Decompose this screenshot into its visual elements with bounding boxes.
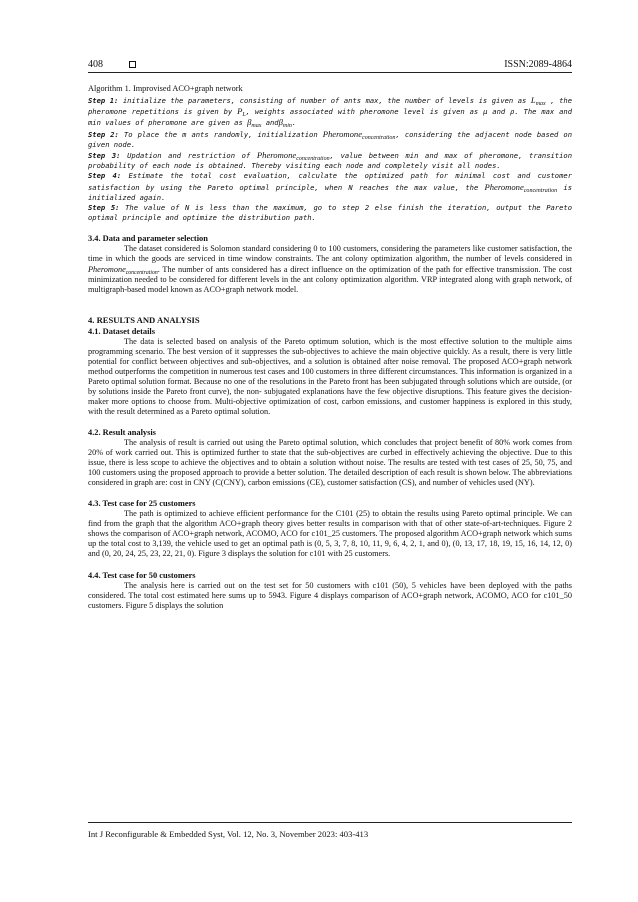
algorithm-step-2: Step 2: To place the m ants randomly, initialization Pheromone$_{concentration}$, considering the adjacent node based on given node. — [88, 128, 572, 149]
footer-rule — [88, 822, 572, 823]
algorithm-title: Algorithm 1. Improvised ACO+graph network — [88, 84, 243, 93]
page-footer: Int J Reconfigurable & Embedded Syst, Vol. 12, No. 3, November 2023: 403-413 — [88, 829, 369, 839]
algorithm-step-3: Step 3: Updation and restriction of Pheromone$_{concentration}$, value between min and max of pheromone, transition probability of each node is obtained. Thereby visiting each node and completely visit all nodes. — [88, 150, 573, 171]
paragraph-4-1: The data is selected based on analysis of the Pareto optimum solution, which is the most effective solution to the multiple aims programming scenario. The best version of it suppresses the sub-objectives to achieve the main objective quickly. As a result, there is very little potential for conflict between objectives and sub-objectives, and a solution is obtained after noise removal. The proposed ACO+graph network method outperforms the competition in numerous test cases and 100 customers in three different circumstances. This information is organized in a Pareto optimal solution format. Because no one of the resolutions in the Pareto front has been subjugated through solutions which are outside, (or by solutions inside the Pareto front curve), the non- subjugated explanations have the few objective disruptions. This feature gives the decision-maker more options to choose from. Multi-objective optimization of cost, carbon emissions, and customer happiness is explored in this study, with the result determined as a Pareto optimal solution. — [88, 336, 572, 416]
main-content — [88, 84, 572, 611]
section-heading-4-4: 4.4. Test case for 50 customers — [88, 570, 196, 580]
section-heading-4-2: 4.2. Result analysis — [88, 428, 156, 438]
paragraph-4-3: The path is optimized to achieve efficient performance for the C101 (25) to obtain the results using Pareto optimal principle. We can find from the graph that the algorithm ACO+graph theory gives better results in comparison with that of other state-of-art-techniques. Figure 2 shows the comparison of ACO+graph network, ACOMO, ACO for c101_25 customers. The proposed algorithm ACO+graph network which sums up the total cost to 3,139, the vehicle used to get an optimal path is (0, 5, 3, 7, 8, 10, 11, 9, 6, 4, 2, 1, and 0), (0, 13, 17, 18, 19, 15, 16, 14, 12, 0) and (0, 20, 24, 25, 23, 22, 21, 0). Figure 3 displays the solution for c101 with 25 customers. — [88, 509, 572, 559]
page-header — [88, 57, 572, 71]
issn: ISSN:2089-4864 — [504, 58, 572, 70]
section-heading-4: 4. RESULTS AND ANALYSIS — [88, 314, 200, 325]
section-heading-3-4: 3.4. Data and parameter selection — [88, 234, 208, 244]
algorithm-step-1: Step 1: initialize the parameters, consisting of number of ants max, the number of levels is given as $L_{max}$ , the pheromone repetitions is given by $P_L$, weights associated with pheromone level is given as μ and ρ. The max and min values of pheromone are given as $\beta_{max}$ andβ$_{min}$. — [88, 95, 573, 130]
page-number: 408 — [88, 58, 103, 70]
paragraph-4-2: The analysis of result is carried out using the Pareto optimal solution, which concludes that project benefit of 80% work comes from 20% of work carried out. This is optimized further to state that the sub-objectives are curbed in effectively achieving the objective. Due to this issue, there is less scope to achieve the objectives and to obtain a solution without noise. The results are tested with test cases of 25, 50, 75, and 100 customers using the proposed approach to provide a better solution. The detailed description of each result is shown below. The abbreviations considered in graph are: cost in CNY (C(CNY), carbon emissions (CE), customer satisfaction (CS), and number of vehicles used (NY). — [88, 438, 572, 488]
section-heading-4-1: 4.1. Dataset details — [88, 326, 155, 336]
checkbox-square-icon — [129, 61, 136, 68]
section-heading-4-3: 4.3. Test case for 25 customers — [88, 499, 196, 509]
algorithm-block — [88, 95, 572, 223]
header-rule — [88, 72, 572, 73]
paragraph-3-4: The dataset considered is Solomon standard considering 0 to 100 customers, considering the parameters like customer satisfaction, the time in which the goods are serviced in time window constraints. The ant colony optimization algorithm, the number of levels considered in Pheromone$_{concentration}$. The number of ants considered has a direct influence on the optimization of the path for effective transmission. The cost minimization needed to be considered for different levels in the ant colony optimization algorithm. VRP integrated along with graph network, of multigraph-based model known as ACO+graph network model. — [88, 244, 572, 294]
algorithm-step-4: Step 4: Estimate the total cost evaluation, calculate the optimized path for minimal cost and customer satisfaction by using the Pareto optimal principle, when N reaches the max value, the Pheromone$_{concentration}$ is initialized again. — [88, 171, 573, 202]
paragraph-4-4: The analysis here is carried out on the test set for 50 customers with c101 (50), 5 vehicles have been deployed with the paths considered. The total cost estimated here sums up to 5943. Figure 4 displays comparison of ACO+graph network, ACOMO, ACO for c101_50 customers. Figure 5 displays the solution — [88, 580, 572, 610]
algorithm-step-5: Step 5: The value of N is less than the maximum, go to step 2 else finish the iteration, output the Pareto optimal principle and optimize the distribution path. — [88, 203, 573, 223]
